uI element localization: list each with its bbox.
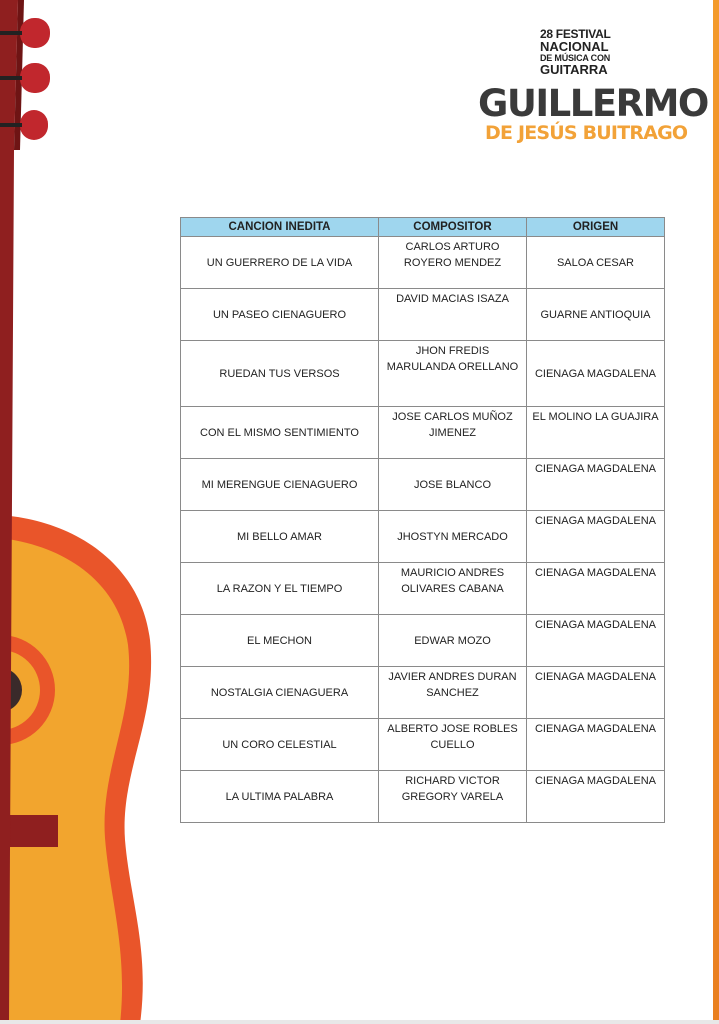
composer-cell: JOSE BLANCO [379,459,527,511]
header-compositor: COMPOSITOR [379,218,527,237]
song-cell: MI MERENGUE CIENAGUERO [181,459,379,511]
composer-cell: EDWAR MOZO [379,615,527,667]
composer-cell: ALBERTO JOSE ROBLES CUELLO [379,719,527,771]
song-cell: UN PASEO CIENAGUERO [181,289,379,341]
origin-cell: SALOA CESAR [527,237,665,289]
table-row [181,341,665,407]
origin-cell: CIENAGA MAGDALENA [527,615,665,667]
song-cell: EL MECHON [181,615,379,667]
origin-cell: GUARNE ANTIOQUIA [527,289,665,341]
composer-cell: DAVID MACIAS ISAZA [379,289,527,341]
song-cell: RUEDAN TUS VERSOS [181,341,379,407]
festival-logo-text [540,28,640,76]
composer-cell: CARLOS ARTURO ROYERO MENDEZ [379,237,527,289]
origin-cell: CIENAGA MAGDALENA [527,563,665,615]
table-row [181,511,665,563]
table-row [181,563,665,615]
festival-number: 28 [540,27,553,41]
origin-cell: CIENAGA MAGDALENA [527,459,665,511]
festival-musica: DE MÚSICA CON [540,53,611,63]
logo-surname: DE JESÚS BUITRAGO [485,122,688,144]
song-cell: CON EL MISMO SENTIMIENTO [181,407,379,459]
page-edge-stripe [713,0,719,1024]
songs-table [180,217,665,823]
composer-cell: RICHARD VICTOR GREGORY VARELA [379,771,527,823]
table-row [181,719,665,771]
origin-cell: EL MOLINO LA GUAJIRA [527,407,665,459]
table-row [181,237,665,289]
composer-cell: JOSE CARLOS MUÑOZ JIMENEZ [379,407,527,459]
origin-cell: CIENAGA MAGDALENA [527,719,665,771]
composer-cell: JHON FREDIS MARULANDA ORELLANO [379,341,527,407]
table-row [181,667,665,719]
song-cell: LA RAZON Y EL TIEMPO [181,563,379,615]
song-cell: MI BELLO AMAR [181,511,379,563]
festival-word: FESTIVAL [555,27,611,41]
origin-cell: CIENAGA MAGDALENA [527,511,665,563]
table-row [181,615,665,667]
page-bottom-edge [0,1020,719,1024]
header-cancion: CANCION INEDITA [181,218,379,237]
table-row [181,407,665,459]
origin-cell: CIENAGA MAGDALENA [527,771,665,823]
table-row [181,459,665,511]
composer-cell: MAURICIO ANDRES OLIVARES CABANA [379,563,527,615]
composer-cell: JAVIER ANDRES DURAN SANCHEZ [379,667,527,719]
table-row [181,289,665,341]
composer-cell: JHOSTYN MERCADO [379,511,527,563]
origin-cell: CIENAGA MAGDALENA [527,667,665,719]
logo-name: GUILLERMO [478,82,708,125]
song-cell: UN CORO CELESTIAL [181,719,379,771]
guitar-illustration [0,0,180,1024]
song-cell: UN GUERRERO DE LA VIDA [181,237,379,289]
festival-guitarra: GUITARRA [540,62,608,77]
origin-cell: CIENAGA MAGDALENA [527,341,665,407]
table-row [181,771,665,823]
festival-nacional: NACIONAL [540,39,609,54]
song-cell: LA ULTIMA PALABRA [181,771,379,823]
header-origen: ORIGEN [527,218,665,237]
table-header-row [181,218,665,237]
song-cell: NOSTALGIA CIENAGUERA [181,667,379,719]
